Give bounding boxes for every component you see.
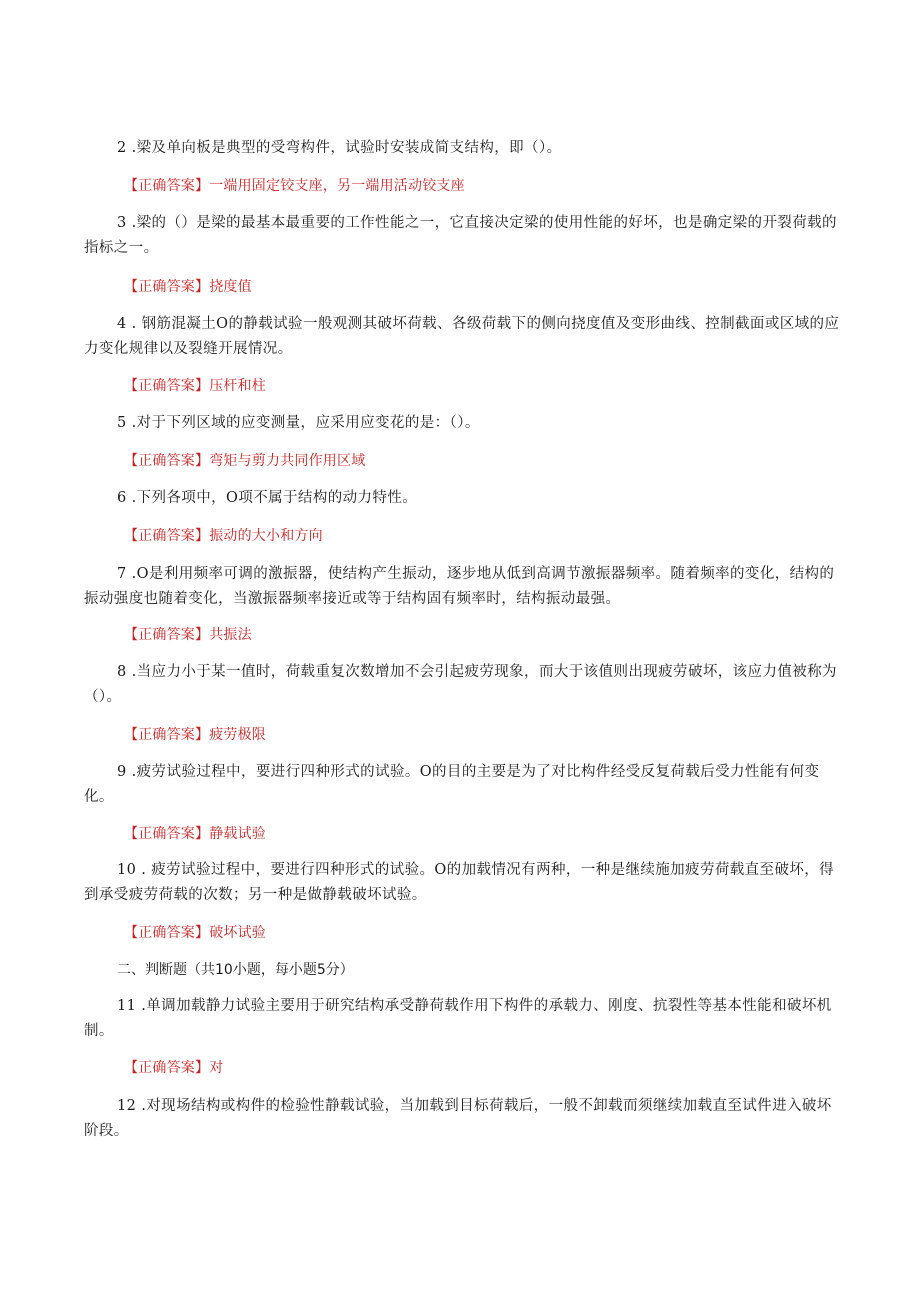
question-8 [0,660,920,710]
question-2 [0,136,920,161]
answer-9 [0,823,920,845]
answer-text: 【正确答案】破坏试验 [124,925,266,941]
answer-8 [0,724,920,746]
answer-text: 【正确答案】共振法 [124,627,252,643]
question-9 [0,760,920,810]
question-text: 5 .对于下列区域的应变测量，应采用应变花的是：（）。 [117,415,480,431]
answer-text: 【正确答案】一端用固定铰支座，另一端用活动铰支座 [124,178,465,194]
answer-4 [0,375,920,397]
answer-text: 【正确答案】振动的大小和方向 [124,528,323,544]
answer-10 [0,922,920,944]
question-text: 4 . 钢筋混凝土O的静载试验一般观测其破坏荷载、各级荷载下的侧向挠度值及变形曲线、控制截面或区域的应力变化规律以及裂缝开展情况。 [84,316,840,357]
answer-text: 【正确答案】对 [124,1060,224,1076]
answer-text: 【正确答案】疲劳极限 [124,727,266,743]
question-text: 9 .疲劳试验过程中，要进行四种形式的试验。O的目的主要是为了对比构件经受反复荷载后受力性能有何变化。 [84,764,820,805]
question-text: 3 .梁的（）是梁的最基本最重要的工作性能之一，它直接决定梁的使用性能的好坏，也是确定梁的开裂荷载的指标之一。 [84,215,837,256]
question-3 [0,211,920,261]
section-heading [0,959,920,981]
answer-3 [0,276,920,298]
question-12 [0,1094,920,1144]
answer-5 [0,450,920,472]
question-text: 10 . 疲劳试验过程中，要进行四种形式的试验。O的加载情况有两种，一种是继续施加疲劳荷载直至破坏，得到承受疲劳荷载的次数；另一种是做静载破坏试验。 [84,862,835,903]
question-text: 11 .单调加载静力试验主要用于研究结构承受静荷载作用下构件的承载力、刚度、抗裂性等基本性能和破坏机制。 [84,998,832,1039]
question-text: 2 .梁及单向板是典型的受弯构件，试验时安装成简支结构，即（）。 [117,140,562,156]
question-text: 7 .O是利用频率可调的激振器，使结构产生振动，逐步地从低到高调节激振器频率。随着频率的变化，结构的振动强度也随着变化，当激振器频率接近或等于结构固有频率时，结构振动最强。 [84,566,835,607]
question-5 [0,411,920,436]
answer-6 [0,525,920,547]
answer-text: 【正确答案】静载试验 [124,826,266,842]
answer-text: 【正确答案】弯矩与剪力共同作用区域 [124,453,366,469]
answer-text: 【正确答案】压杆和柱 [124,378,266,394]
question-text: 12 .对现场结构或构件的检验性静载试验，当加载到目标荷载后，一般不卸载而须继续加载直至试件进入破坏阶段。 [84,1098,832,1139]
section-title: 二、判断题（共10小题，每小题5分） [117,962,354,978]
question-11 [0,994,920,1044]
answer-7 [0,624,920,646]
question-6 [0,486,920,511]
answer-2 [0,175,920,197]
answer-text: 【正确答案】挠度值 [124,279,252,295]
question-10 [0,858,920,908]
question-text: 6 .下列各项中，O项不属于结构的动力特性。 [117,490,418,506]
question-7 [0,562,920,612]
question-text: 8 .当应力小于某一值时，荷载重复次数增加不会引起疲劳现象，而大于该值则出现疲劳破坏，该应力值被称为（）。 [84,664,837,705]
question-4 [0,312,920,362]
answer-11 [0,1057,920,1079]
